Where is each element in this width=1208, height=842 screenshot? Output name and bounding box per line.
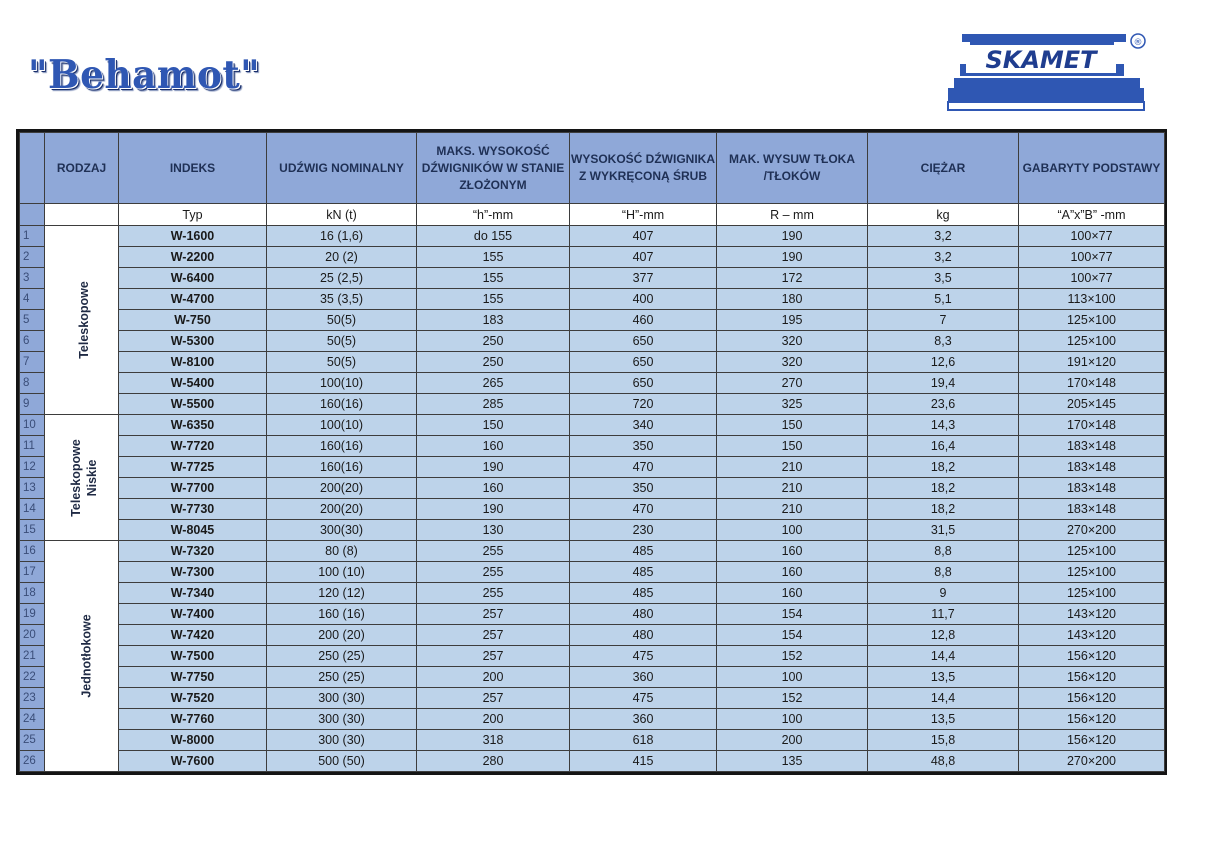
cell-H-value: 360	[570, 709, 717, 730]
cell-gabaryty: 100×77	[1019, 268, 1165, 289]
cell-H-value: 650	[570, 352, 717, 373]
cell-wysuw: 152	[717, 688, 868, 709]
cell-wysuw: 180	[717, 289, 868, 310]
cell-H-value: 360	[570, 667, 717, 688]
cell-h-value: 190	[417, 499, 570, 520]
cell-udzwig: 100(10)	[267, 415, 417, 436]
cell-h-value: do 155	[417, 226, 570, 247]
cell-wysuw: 154	[717, 625, 868, 646]
cell-wysuw: 154	[717, 604, 868, 625]
cell-H-value: 460	[570, 310, 717, 331]
unit-h: “h”-mm	[417, 204, 570, 226]
row-number: 2	[20, 247, 45, 268]
unit-H: “H”-mm	[570, 204, 717, 226]
cell-wysuw: 200	[717, 730, 868, 751]
cell-h-value: 190	[417, 457, 570, 478]
cell-indeks: W-7420	[119, 625, 267, 646]
cell-wysuw: 152	[717, 646, 868, 667]
cell-ciezar: 23,6	[868, 394, 1019, 415]
table-row	[20, 751, 1165, 772]
cell-indeks: W-7730	[119, 499, 267, 520]
cell-indeks: W-5500	[119, 394, 267, 415]
cell-wysuw: 160	[717, 583, 868, 604]
group-label	[79, 614, 95, 697]
cell-udzwig: 300 (30)	[267, 709, 417, 730]
cell-indeks: W-7500	[119, 646, 267, 667]
cell-indeks: W-7340	[119, 583, 267, 604]
cell-wysuw: 190	[717, 247, 868, 268]
header-wysuw: MAK. WYSUW TŁOKA /TŁOKÓW	[717, 133, 868, 204]
cell-h-value: 160	[417, 436, 570, 457]
cell-gabaryty: 100×77	[1019, 247, 1165, 268]
group-label	[76, 281, 92, 359]
cell-wysuw: 210	[717, 499, 868, 520]
table-row	[20, 289, 1165, 310]
cell-gabaryty: 125×100	[1019, 310, 1165, 331]
registered-mark-text: ®	[1133, 38, 1143, 48]
row-number: 26	[20, 751, 45, 772]
row-number: 3	[20, 268, 45, 289]
cell-wysuw: 100	[717, 520, 868, 541]
cell-udzwig: 300(30)	[267, 520, 417, 541]
cell-indeks: W-7300	[119, 562, 267, 583]
cell-wysuw: 325	[717, 394, 868, 415]
cell-h-value: 250	[417, 352, 570, 373]
cell-gabaryty: 183×148	[1019, 499, 1165, 520]
table-row	[20, 709, 1165, 730]
cell-wysuw: 195	[717, 310, 868, 331]
cell-indeks: W-2200	[119, 247, 267, 268]
cell-h-value: 155	[417, 268, 570, 289]
group-label-line: Jednotłokowe	[79, 614, 94, 698]
table-row	[20, 478, 1165, 499]
header-row	[20, 133, 1165, 204]
row-number: 14	[20, 499, 45, 520]
cell-indeks: W-8100	[119, 352, 267, 373]
cell-gabaryty: 183×148	[1019, 478, 1165, 499]
group-cell	[45, 415, 119, 541]
header-H-extended: WYSOKOŚĆ DŹWIGNIKA Z WYKRĘCONĄ ŚRUB	[570, 133, 717, 204]
cell-gabaryty: 270×200	[1019, 751, 1165, 772]
cell-ciezar: 3,2	[868, 226, 1019, 247]
table-row	[20, 499, 1165, 520]
row-number: 15	[20, 520, 45, 541]
cell-udzwig: 50(5)	[267, 310, 417, 331]
cell-wysuw: 150	[717, 436, 868, 457]
cell-H-value: 480	[570, 625, 717, 646]
table-row	[20, 436, 1165, 457]
cell-udzwig: 500 (50)	[267, 751, 417, 772]
row-number: 25	[20, 730, 45, 751]
skamet-logo-base	[948, 88, 1144, 102]
row-number: 1	[20, 226, 45, 247]
cell-wysuw: 190	[717, 226, 868, 247]
skamet-logo-bottom	[948, 102, 1144, 110]
cell-gabaryty: 125×100	[1019, 331, 1165, 352]
cell-h-value: 257	[417, 604, 570, 625]
cell-H-value: 340	[570, 415, 717, 436]
cell-ciezar: 14,4	[868, 688, 1019, 709]
skamet-logo-text: SKAMET	[985, 46, 1097, 74]
row-number: 23	[20, 688, 45, 709]
cell-ciezar: 3,5	[868, 268, 1019, 289]
skamet-logo	[946, 28, 1154, 114]
cell-H-value: 377	[570, 268, 717, 289]
cell-wysuw: 210	[717, 478, 868, 499]
spec-table-body	[20, 226, 1165, 772]
header-index-corner	[20, 133, 45, 204]
cell-udzwig: 300 (30)	[267, 730, 417, 751]
cell-H-value: 470	[570, 457, 717, 478]
cell-wysuw: 270	[717, 373, 868, 394]
units-corner	[20, 204, 45, 226]
table-row	[20, 541, 1165, 562]
cell-H-value: 650	[570, 331, 717, 352]
cell-h-value: 160	[417, 478, 570, 499]
cell-gabaryty: 270×200	[1019, 520, 1165, 541]
cell-gabaryty: 170×148	[1019, 415, 1165, 436]
cell-indeks: W-7750	[119, 667, 267, 688]
skamet-logo-mid	[954, 78, 1140, 88]
units-row	[20, 204, 1165, 226]
cell-ciezar: 18,2	[868, 499, 1019, 520]
cell-udzwig: 120 (12)	[267, 583, 417, 604]
cell-H-value: 407	[570, 226, 717, 247]
cell-wysuw: 100	[717, 709, 868, 730]
row-number: 5	[20, 310, 45, 331]
header-h-collapsed: MAKS. WYSOKOŚĆ DŹWIGNIKÓW W STANIE ZŁOŻONYM	[417, 133, 570, 204]
cell-H-value: 480	[570, 604, 717, 625]
cell-h-value: 200	[417, 709, 570, 730]
cell-H-value: 470	[570, 499, 717, 520]
cell-gabaryty: 143×120	[1019, 604, 1165, 625]
cell-ciezar: 18,2	[868, 457, 1019, 478]
group-label-line: Niskie	[84, 459, 99, 496]
cell-gabaryty: 113×100	[1019, 289, 1165, 310]
group-cell	[45, 226, 119, 415]
table-row	[20, 625, 1165, 646]
cell-h-value: 257	[417, 625, 570, 646]
cell-H-value: 485	[570, 583, 717, 604]
cell-h-value: 250	[417, 331, 570, 352]
cell-gabaryty: 170×148	[1019, 373, 1165, 394]
cell-H-value: 485	[570, 541, 717, 562]
cell-ciezar: 31,5	[868, 520, 1019, 541]
cell-udzwig: 200 (20)	[267, 625, 417, 646]
unit-rodzaj	[45, 204, 119, 226]
cell-gabaryty: 125×100	[1019, 583, 1165, 604]
cell-H-value: 350	[570, 478, 717, 499]
cell-udzwig: 35 (3,5)	[267, 289, 417, 310]
cell-h-value: 183	[417, 310, 570, 331]
cell-ciezar: 48,8	[868, 751, 1019, 772]
header-indeks: INDEKS	[119, 133, 267, 204]
table-row	[20, 562, 1165, 583]
cell-udzwig: 200(20)	[267, 499, 417, 520]
cell-gabaryty: 156×120	[1019, 667, 1165, 688]
table-row	[20, 373, 1165, 394]
cell-h-value: 130	[417, 520, 570, 541]
cell-indeks: W-7400	[119, 604, 267, 625]
cell-wysuw: 100	[717, 667, 868, 688]
cell-udzwig: 160(16)	[267, 436, 417, 457]
cell-H-value: 350	[570, 436, 717, 457]
table-row	[20, 646, 1165, 667]
cell-udzwig: 160 (16)	[267, 604, 417, 625]
row-number: 19	[20, 604, 45, 625]
cell-indeks: W-5300	[119, 331, 267, 352]
cell-h-value: 155	[417, 247, 570, 268]
cell-ciezar: 14,3	[868, 415, 1019, 436]
cell-indeks: W-7700	[119, 478, 267, 499]
row-number: 13	[20, 478, 45, 499]
cell-h-value: 155	[417, 289, 570, 310]
cell-h-value: 257	[417, 646, 570, 667]
cell-wysuw: 160	[717, 541, 868, 562]
cell-wysuw: 172	[717, 268, 868, 289]
cell-H-value: 230	[570, 520, 717, 541]
unit-typ: Typ	[119, 204, 267, 226]
spec-table	[19, 132, 1165, 772]
cell-indeks: W-750	[119, 310, 267, 331]
cell-ciezar: 3,2	[868, 247, 1019, 268]
row-number: 16	[20, 541, 45, 562]
cell-udzwig: 16 (1,6)	[267, 226, 417, 247]
cell-H-value: 485	[570, 562, 717, 583]
row-number: 4	[20, 289, 45, 310]
cell-gabaryty: 125×100	[1019, 541, 1165, 562]
cell-gabaryty: 156×120	[1019, 730, 1165, 751]
row-number: 17	[20, 562, 45, 583]
cell-h-value: 200	[417, 667, 570, 688]
cell-udzwig: 300 (30)	[267, 688, 417, 709]
cell-h-value: 255	[417, 583, 570, 604]
cell-H-value: 475	[570, 688, 717, 709]
row-number: 11	[20, 436, 45, 457]
cell-wysuw: 150	[717, 415, 868, 436]
unit-kn: kN (t)	[267, 204, 417, 226]
cell-wysuw: 320	[717, 331, 868, 352]
cell-H-value: 618	[570, 730, 717, 751]
cell-H-value: 415	[570, 751, 717, 772]
unit-ab: “A”x”B” -mm	[1019, 204, 1165, 226]
header-rodzaj: RODZAJ	[45, 133, 119, 204]
cell-h-value: 265	[417, 373, 570, 394]
cell-gabaryty: 183×148	[1019, 457, 1165, 478]
table-row	[20, 352, 1165, 373]
cell-ciezar: 13,5	[868, 709, 1019, 730]
row-number: 7	[20, 352, 45, 373]
cell-gabaryty: 183×148	[1019, 436, 1165, 457]
row-number: 20	[20, 625, 45, 646]
cell-indeks: W-8045	[119, 520, 267, 541]
group-cell	[45, 541, 119, 772]
cell-ciezar: 13,5	[868, 667, 1019, 688]
behamot-logo	[28, 50, 261, 100]
cell-ciezar: 8,8	[868, 562, 1019, 583]
cell-gabaryty: 125×100	[1019, 562, 1165, 583]
cell-ciezar: 12,6	[868, 352, 1019, 373]
table-row	[20, 688, 1165, 709]
cell-ciezar: 14,4	[868, 646, 1019, 667]
row-number: 6	[20, 331, 45, 352]
cell-h-value: 318	[417, 730, 570, 751]
row-number: 9	[20, 394, 45, 415]
header-gabaryty: GABARYTY PODSTAWY	[1019, 133, 1165, 204]
unit-R: R – mm	[717, 204, 868, 226]
table-row	[20, 604, 1165, 625]
row-number: 10	[20, 415, 45, 436]
cell-wysuw: 320	[717, 352, 868, 373]
cell-gabaryty: 143×120	[1019, 625, 1165, 646]
cell-ciezar: 18,2	[868, 478, 1019, 499]
cell-h-value: 257	[417, 688, 570, 709]
row-number: 21	[20, 646, 45, 667]
cell-udzwig: 200(20)	[267, 478, 417, 499]
cell-ciezar: 11,7	[868, 604, 1019, 625]
cell-gabaryty: 100×77	[1019, 226, 1165, 247]
cell-indeks: W-7320	[119, 541, 267, 562]
cell-indeks: W-1600	[119, 226, 267, 247]
row-number: 8	[20, 373, 45, 394]
table-row	[20, 730, 1165, 751]
cell-h-value: 285	[417, 394, 570, 415]
table-row	[20, 310, 1165, 331]
cell-wysuw: 160	[717, 562, 868, 583]
table-row	[20, 520, 1165, 541]
cell-gabaryty: 156×120	[1019, 688, 1165, 709]
cell-ciezar: 16,4	[868, 436, 1019, 457]
cell-udzwig: 100(10)	[267, 373, 417, 394]
unit-kg: kg	[868, 204, 1019, 226]
cell-H-value: 475	[570, 646, 717, 667]
table-row	[20, 394, 1165, 415]
cell-ciezar: 19,4	[868, 373, 1019, 394]
cell-ciezar: 8,3	[868, 331, 1019, 352]
cell-h-value: 280	[417, 751, 570, 772]
cell-indeks: W-7725	[119, 457, 267, 478]
cell-H-value: 650	[570, 373, 717, 394]
behamot-logo-text: "Behamot"	[28, 52, 261, 98]
cell-indeks: W-6350	[119, 415, 267, 436]
row-number: 22	[20, 667, 45, 688]
cell-ciezar: 5,1	[868, 289, 1019, 310]
cell-indeks: W-7520	[119, 688, 267, 709]
header-udzwig: UDŹWIG NOMINALNY	[267, 133, 417, 204]
cell-H-value: 720	[570, 394, 717, 415]
cell-ciezar: 9	[868, 583, 1019, 604]
cell-indeks: W-7600	[119, 751, 267, 772]
cell-indeks: W-7760	[119, 709, 267, 730]
table-row	[20, 226, 1165, 247]
cell-gabaryty: 191×120	[1019, 352, 1165, 373]
row-number: 18	[20, 583, 45, 604]
cell-udzwig: 160(16)	[267, 457, 417, 478]
cell-H-value: 400	[570, 289, 717, 310]
cell-h-value: 255	[417, 562, 570, 583]
cell-udzwig: 100 (10)	[267, 562, 417, 583]
table-row	[20, 583, 1165, 604]
cell-indeks: W-8000	[119, 730, 267, 751]
skamet-logo-graphic	[946, 28, 1154, 114]
table-row	[20, 415, 1165, 436]
cell-udzwig: 160(16)	[267, 394, 417, 415]
cell-ciezar: 12,8	[868, 625, 1019, 646]
table-row	[20, 331, 1165, 352]
cell-indeks: W-6400	[119, 268, 267, 289]
group-label-line: Teleskopowe	[76, 281, 91, 359]
cell-indeks: W-7720	[119, 436, 267, 457]
cell-udzwig: 50(5)	[267, 331, 417, 352]
table-row	[20, 457, 1165, 478]
table-row	[20, 247, 1165, 268]
cell-h-value: 150	[417, 415, 570, 436]
cell-udzwig: 20 (2)	[267, 247, 417, 268]
cell-indeks: W-5400	[119, 373, 267, 394]
cell-udzwig: 80 (8)	[267, 541, 417, 562]
cell-udzwig: 50(5)	[267, 352, 417, 373]
cell-ciezar: 7	[868, 310, 1019, 331]
cell-wysuw: 210	[717, 457, 868, 478]
row-number: 12	[20, 457, 45, 478]
cell-gabaryty: 205×145	[1019, 394, 1165, 415]
table-row	[20, 268, 1165, 289]
header-ciezar: CIĘŻAR	[868, 133, 1019, 204]
cell-gabaryty: 156×120	[1019, 709, 1165, 730]
cell-gabaryty: 156×120	[1019, 646, 1165, 667]
cell-indeks: W-4700	[119, 289, 267, 310]
cell-udzwig: 250 (25)	[267, 646, 417, 667]
group-label	[68, 439, 100, 517]
cell-ciezar: 8,8	[868, 541, 1019, 562]
cell-udzwig: 25 (2,5)	[267, 268, 417, 289]
spec-table-frame	[16, 129, 1167, 775]
cell-udzwig: 250 (25)	[267, 667, 417, 688]
cell-ciezar: 15,8	[868, 730, 1019, 751]
group-label-line: Teleskopowe	[68, 438, 83, 517]
row-number: 24	[20, 709, 45, 730]
table-row	[20, 667, 1165, 688]
cell-wysuw: 135	[717, 751, 868, 772]
cell-h-value: 255	[417, 541, 570, 562]
cell-H-value: 407	[570, 247, 717, 268]
